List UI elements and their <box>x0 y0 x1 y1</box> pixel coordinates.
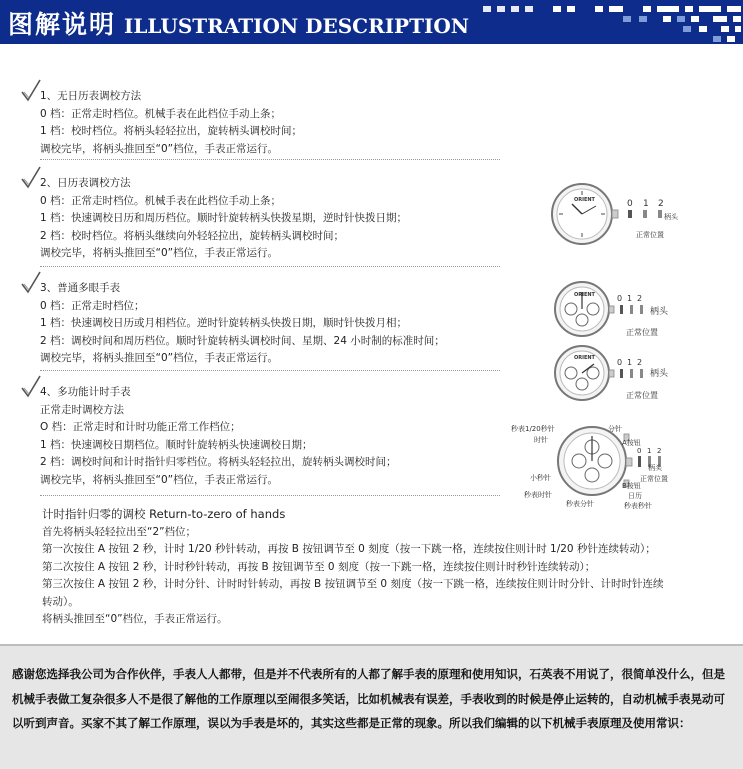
section-line: 调校完毕，将柄头推回至“0”档位，手表正常运行。 <box>40 473 279 486</box>
reset-line: 第三次按住 A 按钮 2 秒，计时分针、计时时针转动，再按 B 按钮调节至 0 刻度（按一下跳一格，连续按住则计时分针、计时时针连续 <box>42 578 664 590</box>
checkmark-icon <box>20 165 42 191</box>
header-title-en: ILLUSTRATION DESCRIPTION <box>124 14 470 38</box>
section-line: 1 档：快速调校日期档位。顺时针旋转柄头快速调校日期； <box>40 438 313 451</box>
section-line: 调校完毕，将柄头推回至“0”档位，手表正常运行。 <box>40 352 279 364</box>
footer-text: 感谢您选择我公司为合作伙伴，手表人人都带，但是并不代表所有的人都了解手表的原理和使用知识，石英表不用说了，很简单没什么，但是机械手表做工复杂很多人不是很了解他的工作原理以至闹很多笑话，比如机械表有误差，手表收到的时候是停止运转的，自动机械手表晃动可以听到声音。买家不其了解工作原理，误以为手表是坏的，其实这些都是正常的现象。所以我们编辑的以下机械手表原理及使用常识： <box>12 667 725 730</box>
reset-line: 第二次按住 A 按钮 2 秒，计时秒针转动，再按 B 按钮调节至 0 刻度（按一下跳一格，连续按住则计时秒针连续转动）； <box>42 560 596 573</box>
header-pixel-decoration <box>463 0 743 44</box>
section-line: 0 档：正常走时档位。机械手表在此档位手动上条； <box>40 107 282 120</box>
section-divider <box>40 370 500 371</box>
crown-position-0: 0 <box>617 294 623 303</box>
section-chronograph <box>22 384 502 489</box>
section-divider <box>40 159 500 160</box>
section-title: 3、普通多眼手表 <box>40 282 121 294</box>
label-minute: 分针 <box>608 425 622 433</box>
label-sub-1-20: 秒表1/20秒针 <box>511 425 555 433</box>
section-line: 调校完毕，将柄头推回至“0”档位，手表正常运行。 <box>40 142 279 155</box>
reset-line: 转动）。 <box>42 595 79 608</box>
crown-position-2: 2 <box>637 294 643 303</box>
header-title-cn: 图解说明 <box>8 10 117 39</box>
section-line: O 档：正常走时和计时功能正常工作档位； <box>40 421 241 433</box>
crown-label: 柄头 <box>664 213 678 221</box>
label-date: 日历 <box>628 492 642 500</box>
crown-position-2: 2 <box>637 358 643 367</box>
reset-title: 计时指针归零的调校 Return-to-zero of hands <box>42 507 286 521</box>
reset-line: 第一次按住 A 按钮 2 秒，计时 1/20 秒针转动，再按 B 按钮调节至 0 刻度（按一下跳一格，连续按住则计时 1/20 秒针连续转动）； <box>42 543 656 555</box>
crown-position-0: 0 <box>617 358 623 367</box>
header-title <box>8 5 469 41</box>
section-divider <box>40 266 500 267</box>
section-line: 调校完毕，将柄头推回至“0”档位，手表正常运行。 <box>40 247 279 259</box>
label-chrono-hour: 秒表时针 <box>524 491 552 499</box>
crown-position-2: 2 <box>658 199 664 209</box>
section-line: 2 档：校时档位。将柄头继续向外轻轻拉出，旋转柄头调校时间； <box>40 229 345 242</box>
section-line: 1 档：快速调校日历或月相档位。逆时针旋转柄头快拨日期，顺时针快拨月相； <box>40 317 408 329</box>
checkmark-icon <box>20 78 42 104</box>
label-small-second: 小秒针 <box>530 474 551 482</box>
section-line: 1 档：校时档位。将柄头轻轻拉出，旋转柄头调校时间； <box>40 125 303 137</box>
watch-brand-label: ORIENT <box>574 355 595 361</box>
reset-line: 将柄头推回至“0”档位，手表正常运行。 <box>42 613 228 625</box>
section-line: 1 档：快速调校日历和周历档位。顺时针旋转柄头快拨星期，逆时针快拨日期； <box>40 212 408 224</box>
watch-brand-label: ORIENT <box>574 197 595 203</box>
normal-position-label: 正常位置 <box>626 391 658 400</box>
intro-footer <box>0 644 743 769</box>
label-chrono-minute: 秒表分针 <box>566 500 594 508</box>
normal-position-label: 正常位置 <box>640 475 668 483</box>
watch-diagram-calendar <box>548 180 678 252</box>
section-line: 2 档：调校时间和计时指针归零档位。将柄头轻轻拉出，旋转柄头调校时间； <box>40 456 397 468</box>
watch-brand-label: ORIENT <box>574 292 595 298</box>
section-title: 4、多功能计时手表 <box>40 386 131 398</box>
label-hour: 时针 <box>534 436 548 444</box>
checkmark-icon <box>20 374 42 400</box>
crown-position-1: 1 <box>647 447 652 455</box>
label-button-a: A按钮 <box>622 439 641 447</box>
crown-position-0: 0 <box>637 447 642 455</box>
normal-position-label: 正常位置 <box>626 328 658 337</box>
crown-position-2: 2 <box>657 447 662 455</box>
reset-instructions <box>42 506 732 629</box>
reset-line: 首先将柄头轻轻拉出至“2”档位； <box>42 525 197 538</box>
section-calendar <box>22 175 502 263</box>
section-no-calendar <box>22 88 502 158</box>
crown-label: 柄头 <box>650 307 669 317</box>
checkmark-icon <box>20 270 42 296</box>
section-multi-eye <box>22 280 502 368</box>
label-button-b: B按钮 <box>622 482 641 490</box>
section-line: 0 档：正常走时档位。机械手表在此档位手动上条； <box>40 194 282 207</box>
crown-label: 柄头 <box>648 464 662 472</box>
section-line: 正常走时调校方法 <box>40 403 124 416</box>
crown-position-0: 0 <box>627 199 633 209</box>
label-chrono-second: 秒表秒针 <box>624 502 652 510</box>
section-title: 1、无日历表调校方法 <box>40 90 142 102</box>
crown-position-1: 1 <box>627 294 633 303</box>
crown-position-1: 1 <box>627 358 633 367</box>
section-line: 0 档：正常走时档位； <box>40 299 145 312</box>
illustration-body <box>0 44 743 644</box>
section-title: 2、日历表调校方法 <box>40 177 131 189</box>
page-header <box>0 0 743 44</box>
crown-position-1: 1 <box>643 199 649 209</box>
section-line: 2 档：调校时间和周历档位。顺时针旋转柄头调校时间、星期、24 小时制的标准时间； <box>40 334 445 347</box>
normal-position-label: 正常位置 <box>636 231 664 239</box>
crown-label: 柄头 <box>650 369 669 379</box>
section-divider <box>40 495 500 496</box>
